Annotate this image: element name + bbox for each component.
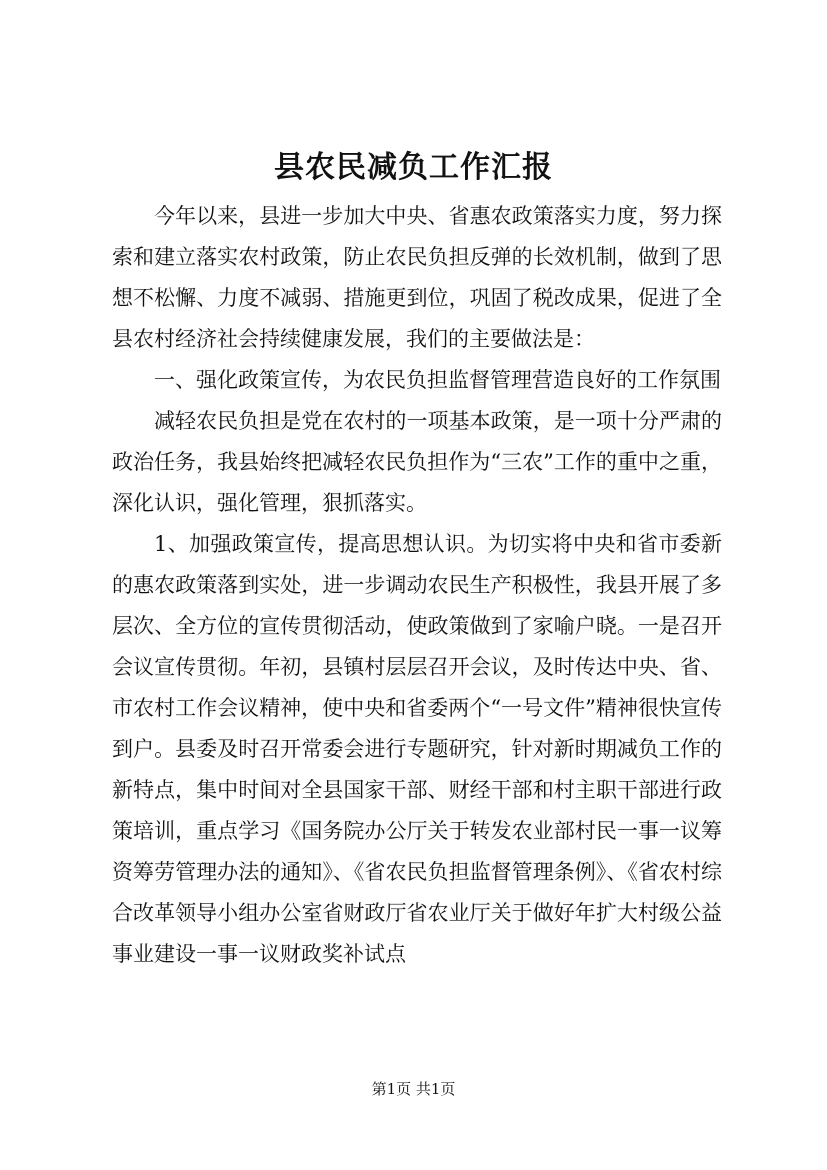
section-heading-1: 一、强化政策宣传，为农民负担监督管理营造良好的工作氛围 (154, 368, 721, 392)
paragraph-policy: 减轻农民负担是党在农村的一项基本政策，是一项十分严肃的政治任务，我县始终把减轻农民负担作为“三农”工作的重中之重，深化认识，强化管理，狠抓落实。 (112, 409, 722, 515)
paragraph-publicity: 1、加强政策宣传，提高思想认识。为切实将中央和省市委新的惠农政策落到实处，进一步调动农民生产积极性，我县开展了多层次、全方位的宣传贯彻活动，使政策做到了家喻户晓。一是召开会议宣传贯彻。年初，县镇村层层召开会议，及时传达中央、省、市农村工作会议精神，使中央和省委两个“一号文件”精神很快宣传到户。县委及时召开常委会进行专题研究，针对新时期减负工作的新特点，集中时间对全县国家干部、财经干部和村主职干部进行政策培训，重点学习《国务院办公厅关于转发农业部村民一事一议筹资筹劳管理办法的通知》、《省农民负担监督管理条例》、《省农村综合改革领导小组办公室省财政厅省农业厅关于做好年扩大村级公益事业建设一事一议财政奖补试点 (112, 532, 722, 966)
paragraph-intro: 今年以来，县进一步加大中央、省惠农政策落实力度，努力探索和建立落实农村政策，防止农民负担反弹的长效机制，做到了思想不松懈、力度不减弱、措施更到位，巩固了税改成果，促进了全县农村经济社会持续健康发展，我们的主要做法是： (112, 204, 722, 351)
page-footer: 第1页 共1页 (371, 1080, 456, 1098)
document-body (112, 196, 722, 975)
document-title: 县农民减负工作汇报 (274, 150, 553, 185)
